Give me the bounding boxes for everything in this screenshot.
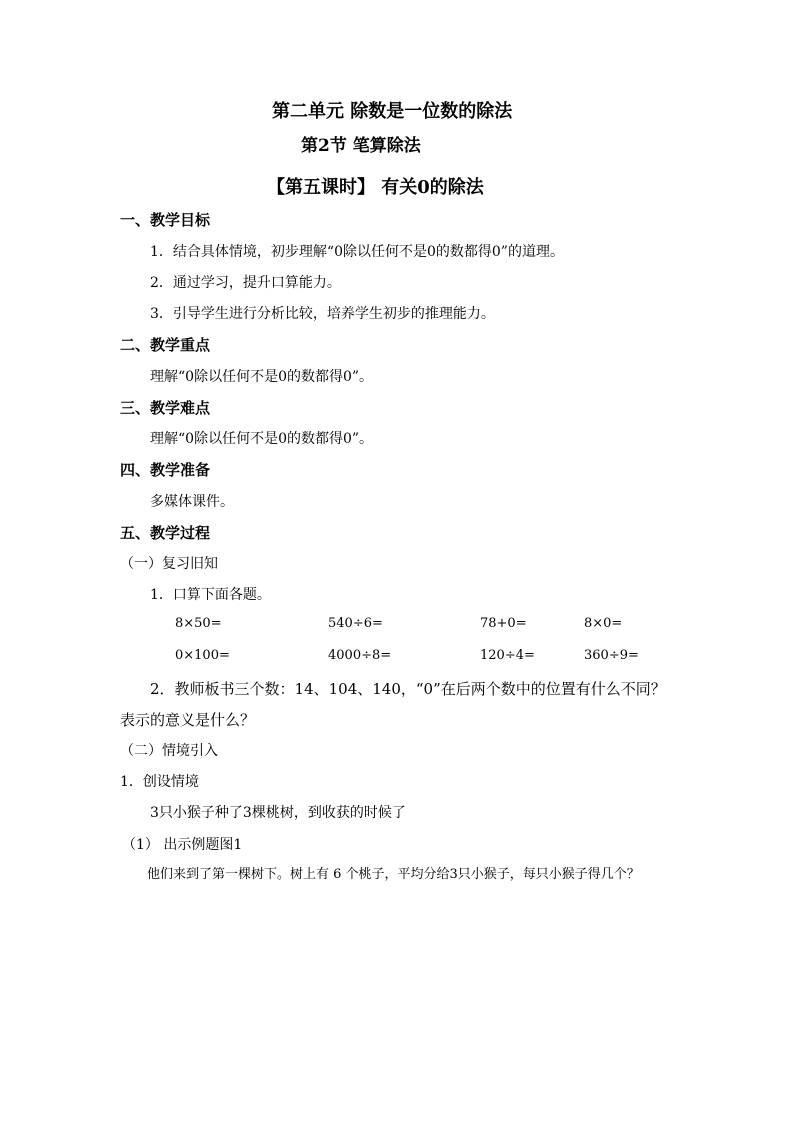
lesson-title: 【第五课时】 有关0的除法 — [267, 177, 484, 198]
subsection-example: （1） 出示例题图1 — [122, 837, 243, 853]
section-process-heading: 五、教学过程 — [120, 524, 211, 542]
section-objectives-heading: 一、教学目标 — [120, 211, 211, 229]
focus-text: 理解“0除以任何不是0的数都得0”。 — [150, 369, 374, 385]
calc-item: 4000÷8= — [328, 648, 392, 663]
calc-item: 540÷6= — [328, 616, 383, 631]
process-item-continued: 表示的意义是什么？ — [120, 711, 256, 729]
objective-item: 2．通过学习，提升口算能力。 — [150, 275, 341, 291]
subsection-review: （一）复习旧知 — [120, 556, 218, 572]
objective-item: 3．引导学生进行分析比较，培养学生初步的推理能力。 — [150, 306, 495, 322]
section-title: 第2节 笔算除法 — [301, 136, 421, 156]
section-difficulty-heading: 三、教学难点 — [120, 399, 211, 417]
subsection-intro: （二）情境引入 — [120, 743, 218, 759]
unit-title: 第二单元 除数是一位数的除法 — [272, 101, 513, 122]
process-item: 1．创设情境 — [120, 774, 199, 790]
section-focus-heading: 二、教学重点 — [120, 336, 211, 354]
process-item: 2．教师板书三个数：14、104、140，“0”在后两个数中的位置有什么不同？ — [150, 680, 666, 698]
section-preparation-heading: 四、教学准备 — [120, 461, 211, 479]
calc-item: 8×50= — [175, 616, 222, 631]
calc-item: 360÷9= — [584, 648, 639, 663]
calc-item: 78+0= — [480, 616, 527, 631]
difficulty-text: 理解“0除以任何不是0的数都得0”。 — [150, 431, 374, 447]
story-text: 3只小猴子种了3棵桃树，到收获的时候了 — [150, 805, 406, 821]
process-item: 1．口算下面各题。 — [150, 587, 271, 603]
calc-item: 120÷4= — [480, 648, 535, 663]
calc-item: 0×100= — [175, 648, 230, 663]
preparation-text: 多媒体课件。 — [150, 494, 234, 510]
objective-item: 1．结合具体情境，初步理解“0除以任何不是0的数都得0”的道理。 — [150, 244, 564, 260]
calc-item: 8×0= — [584, 616, 623, 631]
example-text: 他们来到了第一棵树下。树上有 6 个桃子，平均分给3只小猴子，每只小猴子得几个？ — [147, 867, 640, 882]
